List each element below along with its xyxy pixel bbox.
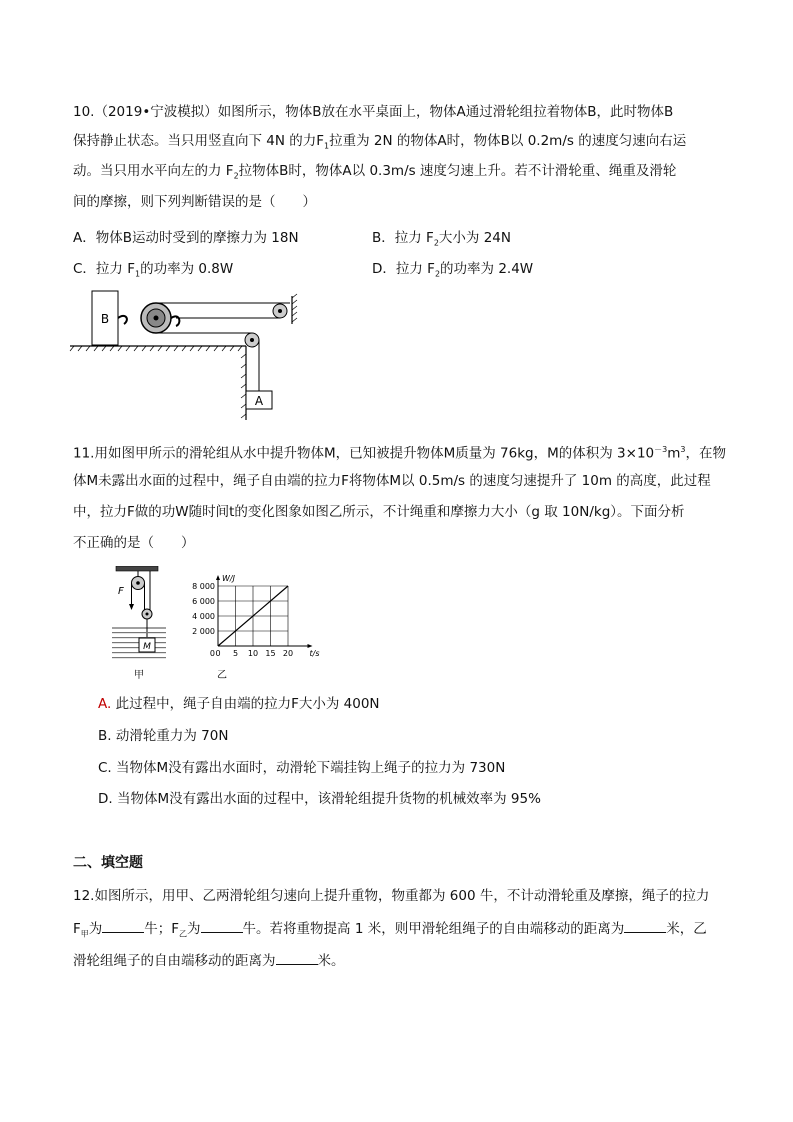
x-tick-label: 0 <box>215 649 221 658</box>
exponent-3: 3 <box>680 445 686 454</box>
q12-text-wei-2: 为 <box>187 921 201 937</box>
q11-option-c[interactable]: C. 当物体M没有露出水面时，动滑轮下端挂钩上绳子的拉力为 730N <box>98 760 506 776</box>
block-m-label: M <box>143 642 151 652</box>
q10-option-b-text-b: 大小为 24N <box>438 230 511 246</box>
q12-text-mi-yi: 米，乙 <box>666 921 707 937</box>
x-axis-label: t/s <box>309 649 320 658</box>
q10-option-d-text-a: D．拉力 F <box>372 261 435 277</box>
exponent-minus-3: －3 <box>654 445 668 454</box>
q11-figure-jia <box>110 566 168 684</box>
y-tick-label: 4 000 <box>192 612 215 621</box>
q10-option-a[interactable]: A．物体B运动时受到的摩擦力为 18N <box>73 230 299 246</box>
q11-option-d[interactable]: D. 当物体M没有露出水面的过程中，该滑轮组提升货物的机械效率为 95% <box>98 791 541 807</box>
q11-line1 <box>73 440 726 464</box>
q10-option-b-text-a: B．拉力 F <box>372 230 434 246</box>
force-f-label: F <box>118 586 124 597</box>
subscript-1: 1 <box>134 269 141 279</box>
figure-yi-caption: 乙 <box>217 670 227 681</box>
origin-label: 0 <box>209 649 215 658</box>
q11-option-a[interactable] <box>98 694 380 714</box>
subscript-2: 2 <box>233 171 239 181</box>
q12-text-f: F <box>73 921 81 937</box>
subscript-2: 2 <box>433 238 439 248</box>
x-axis-arrow <box>308 644 313 648</box>
q10-line3-text-a: 动。当只用水平向左的力 F <box>73 163 234 179</box>
x-tick-label: 15 <box>265 649 276 658</box>
q12-text-sentence: 牛。若将重物提高 1 米，则甲滑轮组绳子的自由端移动的距离为 <box>242 921 625 937</box>
q12-text-niu-f: 牛；F <box>144 921 180 937</box>
subscript-2: 2 <box>434 269 441 279</box>
x-tick-label: 5 <box>232 649 239 658</box>
q10-line4: 间的摩擦，则下列判断错误的是（ ） <box>73 194 316 210</box>
q11-line2: 体M未露出水面的过程中，绳子自由端的拉力F将物体M以 0.5m/s 的速度匀速提升了 10m 的高度，此过程 <box>73 473 711 489</box>
q12-line3-text: 滑轮组绳子的自由端移动的距离为 <box>73 953 276 969</box>
q12-text-wei-1: 为 <box>88 921 103 937</box>
q11-line4: 不正确的是（ ） <box>73 535 195 551</box>
q10-pulley-figure <box>68 290 308 420</box>
answer-blank-1[interactable] <box>102 918 144 933</box>
subscript-jia: 甲 <box>80 929 89 939</box>
q11-option-a-letter: A. <box>98 696 112 712</box>
q10-option-c-text-a: C．拉力 F <box>73 261 135 277</box>
section-heading: 二、填空题 <box>73 855 143 871</box>
q10-line1: 10.（2019•宁波模拟）如图所示，物体B放在水平桌面上，物体A通过滑轮组拉着物体B，此时物体B <box>73 104 674 120</box>
x-tick-label: 10 <box>247 649 259 658</box>
q11-line1-text-b: m <box>667 445 681 462</box>
block-b-label: B <box>100 312 110 326</box>
q11-option-a-text: 此过程中，绳子自由端的拉力F大小为 400N <box>111 696 380 712</box>
x-tick-label: 20 <box>282 649 294 658</box>
y-tick-label: 8 000 <box>192 582 215 591</box>
q11-line1-text-a: 11.用如图甲所示的滑轮组从水中提升物体M，已知被提升物体M质量为 76kg，M的体积为 3×10 <box>73 445 655 462</box>
q10-option-c[interactable] <box>73 259 233 285</box>
q12-line2 <box>73 918 707 945</box>
q11-line3: 中，拉力F做的功W随时间t的变化图象如图乙所示，不计绳重和摩擦力大小（g 取 10N/kg）。下面分析 <box>73 504 685 520</box>
y-axis-label: W/J <box>222 574 235 583</box>
answer-blank-2[interactable] <box>201 918 243 933</box>
q10-option-d-text-b: 的功率为 2.4W <box>440 261 534 277</box>
answer-blank-4[interactable] <box>276 950 318 965</box>
block-a-label: A <box>254 394 264 408</box>
q12-line3-end: 米。 <box>317 953 345 969</box>
answer-blank-3[interactable] <box>624 918 666 933</box>
y-tick-label: 6 000 <box>192 597 215 606</box>
y-axis-arrow <box>216 575 220 580</box>
q11-chart-yi <box>172 566 322 684</box>
subscript-1: 1 <box>324 141 330 151</box>
q10-option-d[interactable] <box>372 259 533 285</box>
q10-line3 <box>73 161 676 187</box>
q12-line1: 12.如图所示，用甲、乙两滑轮组匀速向上提升重物，物重都为 600 牛，不计动滑轮重及摩擦，绳子的拉力 <box>73 888 710 904</box>
q10-option-b[interactable] <box>372 228 511 254</box>
q10-line2-text-b: 拉重为 2N 的物体A时，物体B以 0.2m/s 的速度匀速向右运 <box>329 133 687 149</box>
q10-option-c-text-b: 的功率为 0.8W <box>140 261 234 277</box>
q11-option-b[interactable]: B. 动滑轮重力为 70N <box>98 728 229 744</box>
q12-line3 <box>73 950 345 971</box>
q10-line3-text-b: 拉物体B时，物体A以 0.3m/s 速度匀速上升。若不计滑轮重、绳重及滑轮 <box>238 163 677 179</box>
subscript-yi: 乙 <box>179 929 188 939</box>
q10-line2-text-a: 保持静止状态。当只用竖直向下 4N 的力F <box>73 133 325 149</box>
q11-line1-text-c: ，在物 <box>685 445 726 462</box>
q10-line2 <box>73 131 686 157</box>
figure-jia-caption: 甲 <box>134 670 144 681</box>
y-tick-label: 2 000 <box>192 627 215 636</box>
